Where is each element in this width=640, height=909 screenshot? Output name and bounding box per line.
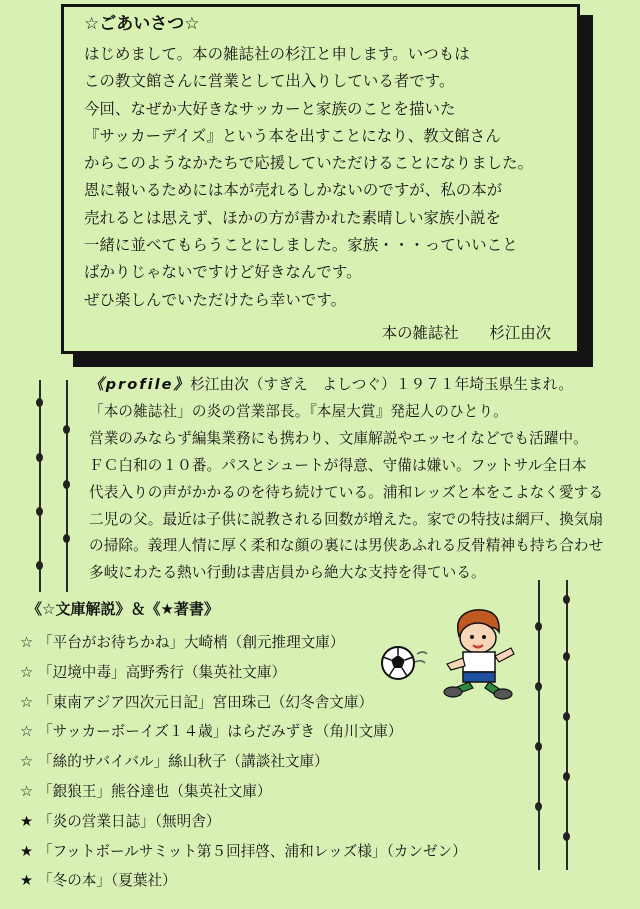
profile-line: 多岐にわたる熱い行動は書店員から絶大な支持を得ている。 xyxy=(89,564,486,582)
profile-intro: 杉江由次（すぎえ よしつぐ）１９７１年埼玉県生まれ。 xyxy=(190,376,574,393)
book-title: 「平台がお待ちかね」大崎梢（創元推理文庫） xyxy=(38,634,345,651)
profile-line: 営業のみならず編集業務にも携わり、文庫解説やエッセイなどでも活躍中。 xyxy=(89,429,588,447)
left-dot xyxy=(36,398,43,407)
greeting-body xyxy=(84,41,577,314)
book-title: 「サッカーボーイズ１４歳」はらだみずき（角川文庫） xyxy=(38,723,403,741)
greeting-signature: 本の雑誌社 杉江由次 xyxy=(381,324,551,342)
greeting-line: ばかりじゃないですけど好きなんです。 xyxy=(84,263,362,282)
star-icon: ☆ xyxy=(20,723,34,741)
star-icon: ☆ xyxy=(20,753,34,771)
star-icon: ☆ xyxy=(20,634,34,651)
soccer-boy-illustration xyxy=(375,600,525,700)
book-item xyxy=(20,837,467,867)
greeting-line: 今回、なぜか大好きなサッカーと家族のことを描いた xyxy=(84,99,456,118)
book-title: 「辺境中毒」高野秀行（集英社文庫） xyxy=(38,663,287,681)
right-dot xyxy=(535,682,542,691)
book-item xyxy=(20,866,467,896)
right-dot xyxy=(563,652,570,661)
left-dot xyxy=(36,507,43,516)
book-item xyxy=(20,747,467,777)
greeting-line: 『サッカーデイズ』という本を出すことになり、教文館さん xyxy=(84,126,501,145)
profile-line: ＦＣ白和の１０番。パスとシュートが得意、守備は嫌い。フットサル全日本 xyxy=(89,456,587,474)
greeting-line: 売れるとは思えず、ほかの方が書かれた素晴しい家族小説を xyxy=(84,208,502,227)
right-line xyxy=(566,580,568,870)
profile-line xyxy=(89,372,637,399)
right-dot xyxy=(563,832,570,841)
boy-figure xyxy=(444,610,514,699)
profile-line: 代表入りの声がかかるのを待ち続けている。浦和レッズと本をこよなく愛する xyxy=(89,483,604,501)
star-icon: ☆ xyxy=(20,782,34,800)
soccer-ball-icon xyxy=(382,647,414,679)
book-title: 「フットボールサミット第５回拝啓、浦和レッズ様」（カンゼン） xyxy=(38,842,467,860)
right-dot xyxy=(563,772,570,781)
left-dot xyxy=(36,453,43,462)
greeting-line: 一緒に並べてもらうことにしました。家族・・・っていいこと xyxy=(84,236,518,255)
greeting-line: 恩に報いるためには本が売れるしかないのですが、私の本が xyxy=(84,181,503,200)
profile-line: 「本の雑誌社」の炎の営業部長。『本屋大賞』発起人のひとり。 xyxy=(89,402,508,420)
greeting-box xyxy=(61,4,580,354)
star-icon: ☆ xyxy=(20,663,34,681)
greeting-line: ぜひ楽しんでいただけたら幸いです。 xyxy=(84,290,347,309)
greeting-line: この教文館さんに営業として出入りしている者です。 xyxy=(84,72,455,91)
star-icon: ☆ xyxy=(20,693,34,711)
book-title: 「絲的サバイバル」絲山秋子（講談社文庫） xyxy=(38,753,329,771)
book-item xyxy=(20,777,467,807)
book-title: 「冬の本」（夏葉社） xyxy=(38,872,177,890)
book-item xyxy=(20,717,467,747)
right-dot xyxy=(563,712,570,721)
right-dot xyxy=(535,622,542,631)
right-dot xyxy=(535,742,542,751)
profile-label: 《profile》 xyxy=(89,376,191,393)
right-dot xyxy=(535,802,542,811)
profile-line: 二児の父。最近は子供に説教される回数が増えた。家での特技は網戸、換気扇 xyxy=(89,510,604,528)
greeting-line: からこのようなかたちで応援していただけることになりました。 xyxy=(84,154,534,173)
profile-section xyxy=(89,372,637,587)
black-star-icon: ★ xyxy=(20,812,34,830)
book-title: 「炎の営業日誌」（無明舎） xyxy=(38,812,221,830)
greeting-title: ☆ごあいさつ☆ xyxy=(84,14,200,34)
black-star-icon: ★ xyxy=(20,842,34,860)
left-dot xyxy=(63,534,70,543)
right-dot xyxy=(563,595,570,604)
left-dot xyxy=(63,425,70,434)
greeting-line: はじめまして。本の雑誌社の杉江と申します。いつもは xyxy=(84,45,470,63)
book-title: 「銀狼王」熊谷達也（集英社文庫） xyxy=(38,782,272,800)
left-dot xyxy=(36,561,43,570)
left-dot xyxy=(63,480,70,489)
book-item xyxy=(20,807,467,837)
books-heading: 《☆文庫解説》＆《★著書》 xyxy=(27,600,219,618)
profile-line: の掃除。義理人情に厚く柔和な顔の裏には男侠あふれる反骨精神も持ち合わせ xyxy=(89,537,604,555)
black-star-icon: ★ xyxy=(20,872,34,890)
book-title: 「東南アジア四次元日記」宮田珠己（幻冬舎文庫） xyxy=(38,693,374,711)
